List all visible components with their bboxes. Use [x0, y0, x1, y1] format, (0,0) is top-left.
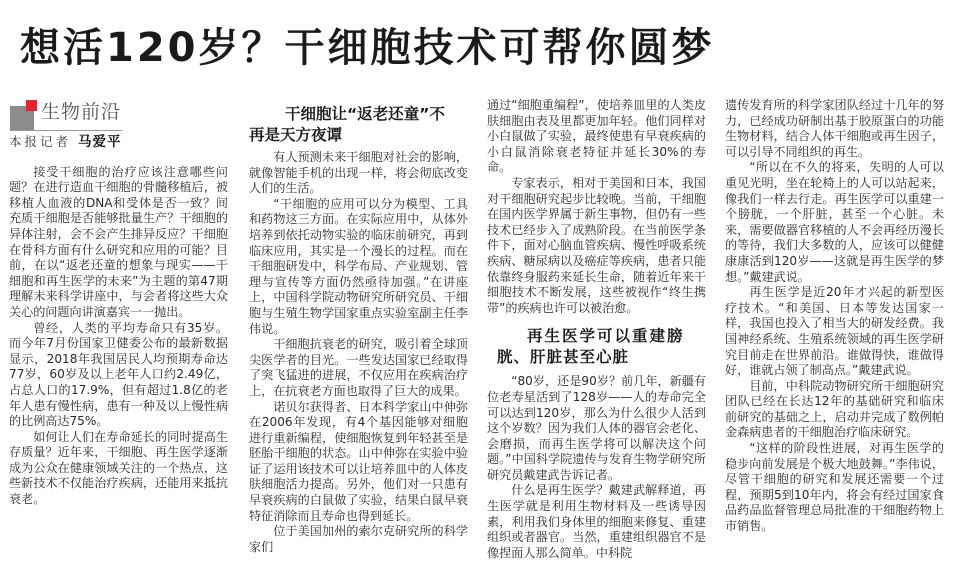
- section-label: 生物前沿: [41, 101, 122, 123]
- column-3: [487, 98, 706, 561]
- paragraph: “80岁，还是90岁？前几年，新疆有位老寿星活到了128岁——人的寿命完全可以达到120岁，那么为什么很少人活到这个岁数？因为我们人体的器官会老化、会磨损，而再生医学将可以解决这个问题。”中国科学院遗传与发育生物学研究所研究员戴建武告诉记者。: [487, 374, 706, 482]
- headline: 想活120岁？干细胞技术可帮你圆梦: [20, 25, 715, 71]
- column-4: [725, 98, 944, 535]
- subheading-line: 再生医学可以重建膀: [527, 327, 685, 346]
- byline-prefix: 本报记者: [9, 134, 72, 149]
- byline-author: 马爱平: [78, 134, 122, 150]
- paragraph: 诺贝尔获得者、日本科学家山中伸弥在2006年发现，有4个基因能够对细胞进行重新编程，使细胞恢复到年轻甚至是胚胎干细胞的状态。山中伸弥在实验中验证了运用该技术可以让培养皿中的人体皮肤细胞活力提高。另外，他们对一只患有早衰疾病的白鼠做了实验，结果白鼠早衰特征消除而且寿命也得到延长。: [249, 399, 468, 523]
- subheading-line: 胱、肝脏甚至心脏: [497, 348, 630, 367]
- subheading: [487, 326, 706, 368]
- paragraph: 专家表示，相对于美国和日本，我国对干细胞研究起步比较晚。当前，干细胞在国内医学界属于新生事物，但仍有一些技术已经步入了成熟阶段。在当前医学条件下，面对心脑血管疾病、慢性呼吸系统疾病、糖尿病以及癌症等疾病，患者只能依靠终身服药来延长生命，随着近年来干细胞技术不断发展，这些被视作“终生携带”的疾病也许可以被治愈。: [487, 175, 706, 315]
- paragraph: 接受干细胞的治疗应该注意哪些问题？在进行造血干细胞的骨髓移植后，被移植人血液的DNA和受体是否一致？间充质干细胞是否能够批量生产？干细胞的异体注射，会不会产生排异反应？干细胞在骨科方面有什么研究和应用的可能？目前，在以“返老还童的想象与现实——干细胞和再生医学的未来”为主题的第47期理解未来科学讲座中，与会者将这些大众关心的问题向讲演嘉宾一一抛出。: [9, 164, 228, 319]
- subheading: [249, 104, 468, 146]
- byline: [9, 134, 228, 151]
- paragraph: 曾经，人类的平均寿命只有35岁。而今年7月份国家卫健委公布的最新数据显示，2018年我国居民人均预期寿命达77岁，60岁及以上老年人口约2.49亿，占总人口的17.9%，但有超过1.8亿的老年人患有慢性病，患有一种及以上慢性病的比例高达75%。: [9, 320, 228, 429]
- column-1: [9, 98, 228, 508]
- paragraph: “所以在不久的将来，失明的人可以重见光明，坐在轮椅上的人可以站起来，像我们一样去行走。再生医学可以重建一个膀胱，一个肝脏，甚至一个心脏。未来，需要做器官移植的人不会再经历漫长的等待，我们大多数的人，应该可以健健康康活到120岁——这就是再生医学的梦想。”戴建武说。: [725, 160, 944, 284]
- paragraph: 干细胞抗衰老的研究，吸引着全球顶尖医学者的目光。一些发达国家已经取得了突飞猛进的进展，不仅应用在疾病治疗上，在抗衰老方面也取得了巨大的成果。: [249, 337, 468, 398]
- paragraph: “这样的阶段性进展，对再生医学的稳步向前发展是个极大地鼓舞。”李伟说，尽管干细胞的研究和发展还需要一个过程，预期5到10年内，将会有经过国家食品药品监督管理总局批准的干细胞药物上市销售。: [725, 441, 944, 534]
- section-rule: [10, 130, 122, 131]
- paragraph: 遗传发育所的科学家团队经过十几年的努力，已经成功研制出基于胶原蛋白的功能生物材料，结合人体干细胞或再生因子，可以引导不同组织的再生。: [725, 98, 944, 159]
- paragraph: “干细胞的应用可以分为模型、工具和药物这三方面。在实际应用中，从体外培养到依托动物实验的临床前研究，再到临床应用，其实是一个漫长的过程。而在干细胞研发中，科学布局、产业规划、管理与宣传等方面仍然亟待加强。”在讲座上，中国科学院动物研究所研究员、干细胞与生殖生物学国家重点实验室副主任李伟说。: [249, 196, 468, 336]
- paragraph: 再生医学是近20年才兴起的新型医疗技术。“和美国、日本等发达国家一样，我国也投入了相当大的研发经费。我国神经系统、生殖系统领域的再生医学研究目前走在世界前沿。谁做得快，谁做得好，谁就占领了制高点。”戴建武说。: [725, 285, 944, 378]
- subheading-line: 再是天方夜谭: [249, 126, 343, 144]
- paragraph: 通过“细胞重编程”，使培养皿里的人类皮肤细胞由表及里都更加年轻。他们同样对小白鼠做了实验，最终使患有早衰疾病的小白鼠消除衰老特征并延长30%的寿命。: [487, 98, 706, 175]
- paragraph: 什么是再生医学？戴建武解释道，再生医学就是利用生物材料及一些诱导因素，利用我们身体里的细胞来修复、重建组织或者器官。当然，重建组织器官不是像捏面人那么简单。中科院: [487, 483, 706, 560]
- section-header: [9, 98, 228, 128]
- paragraph: 位于美国加州的索尔克研究所的科学家们: [249, 524, 468, 554]
- column-2: [249, 98, 468, 555]
- section-red-square: [26, 100, 37, 111]
- subheading-line: 干细胞让“返老还童”不: [285, 105, 445, 123]
- paragraph: 有人预测未来干细胞对社会的影响，就像智能手机的出现一样，将会彻底改变人们的生活。: [249, 150, 468, 196]
- paragraph: 目前，中科院动物研究所干细胞研究团队已经在长达12年的基础研究和临床前研究的基础之上，启动并完成了数例帕金森病患者的干细胞治疗临床研究。: [725, 378, 944, 440]
- paragraph: 如何让人们在寿命延长的同时提高生存质量？近年来，干细胞、再生医学逐渐成为公众在健康领域关注的一个热点，这些新技术不仅能治疗疾病，还能用来抵抗衰老。: [9, 429, 228, 507]
